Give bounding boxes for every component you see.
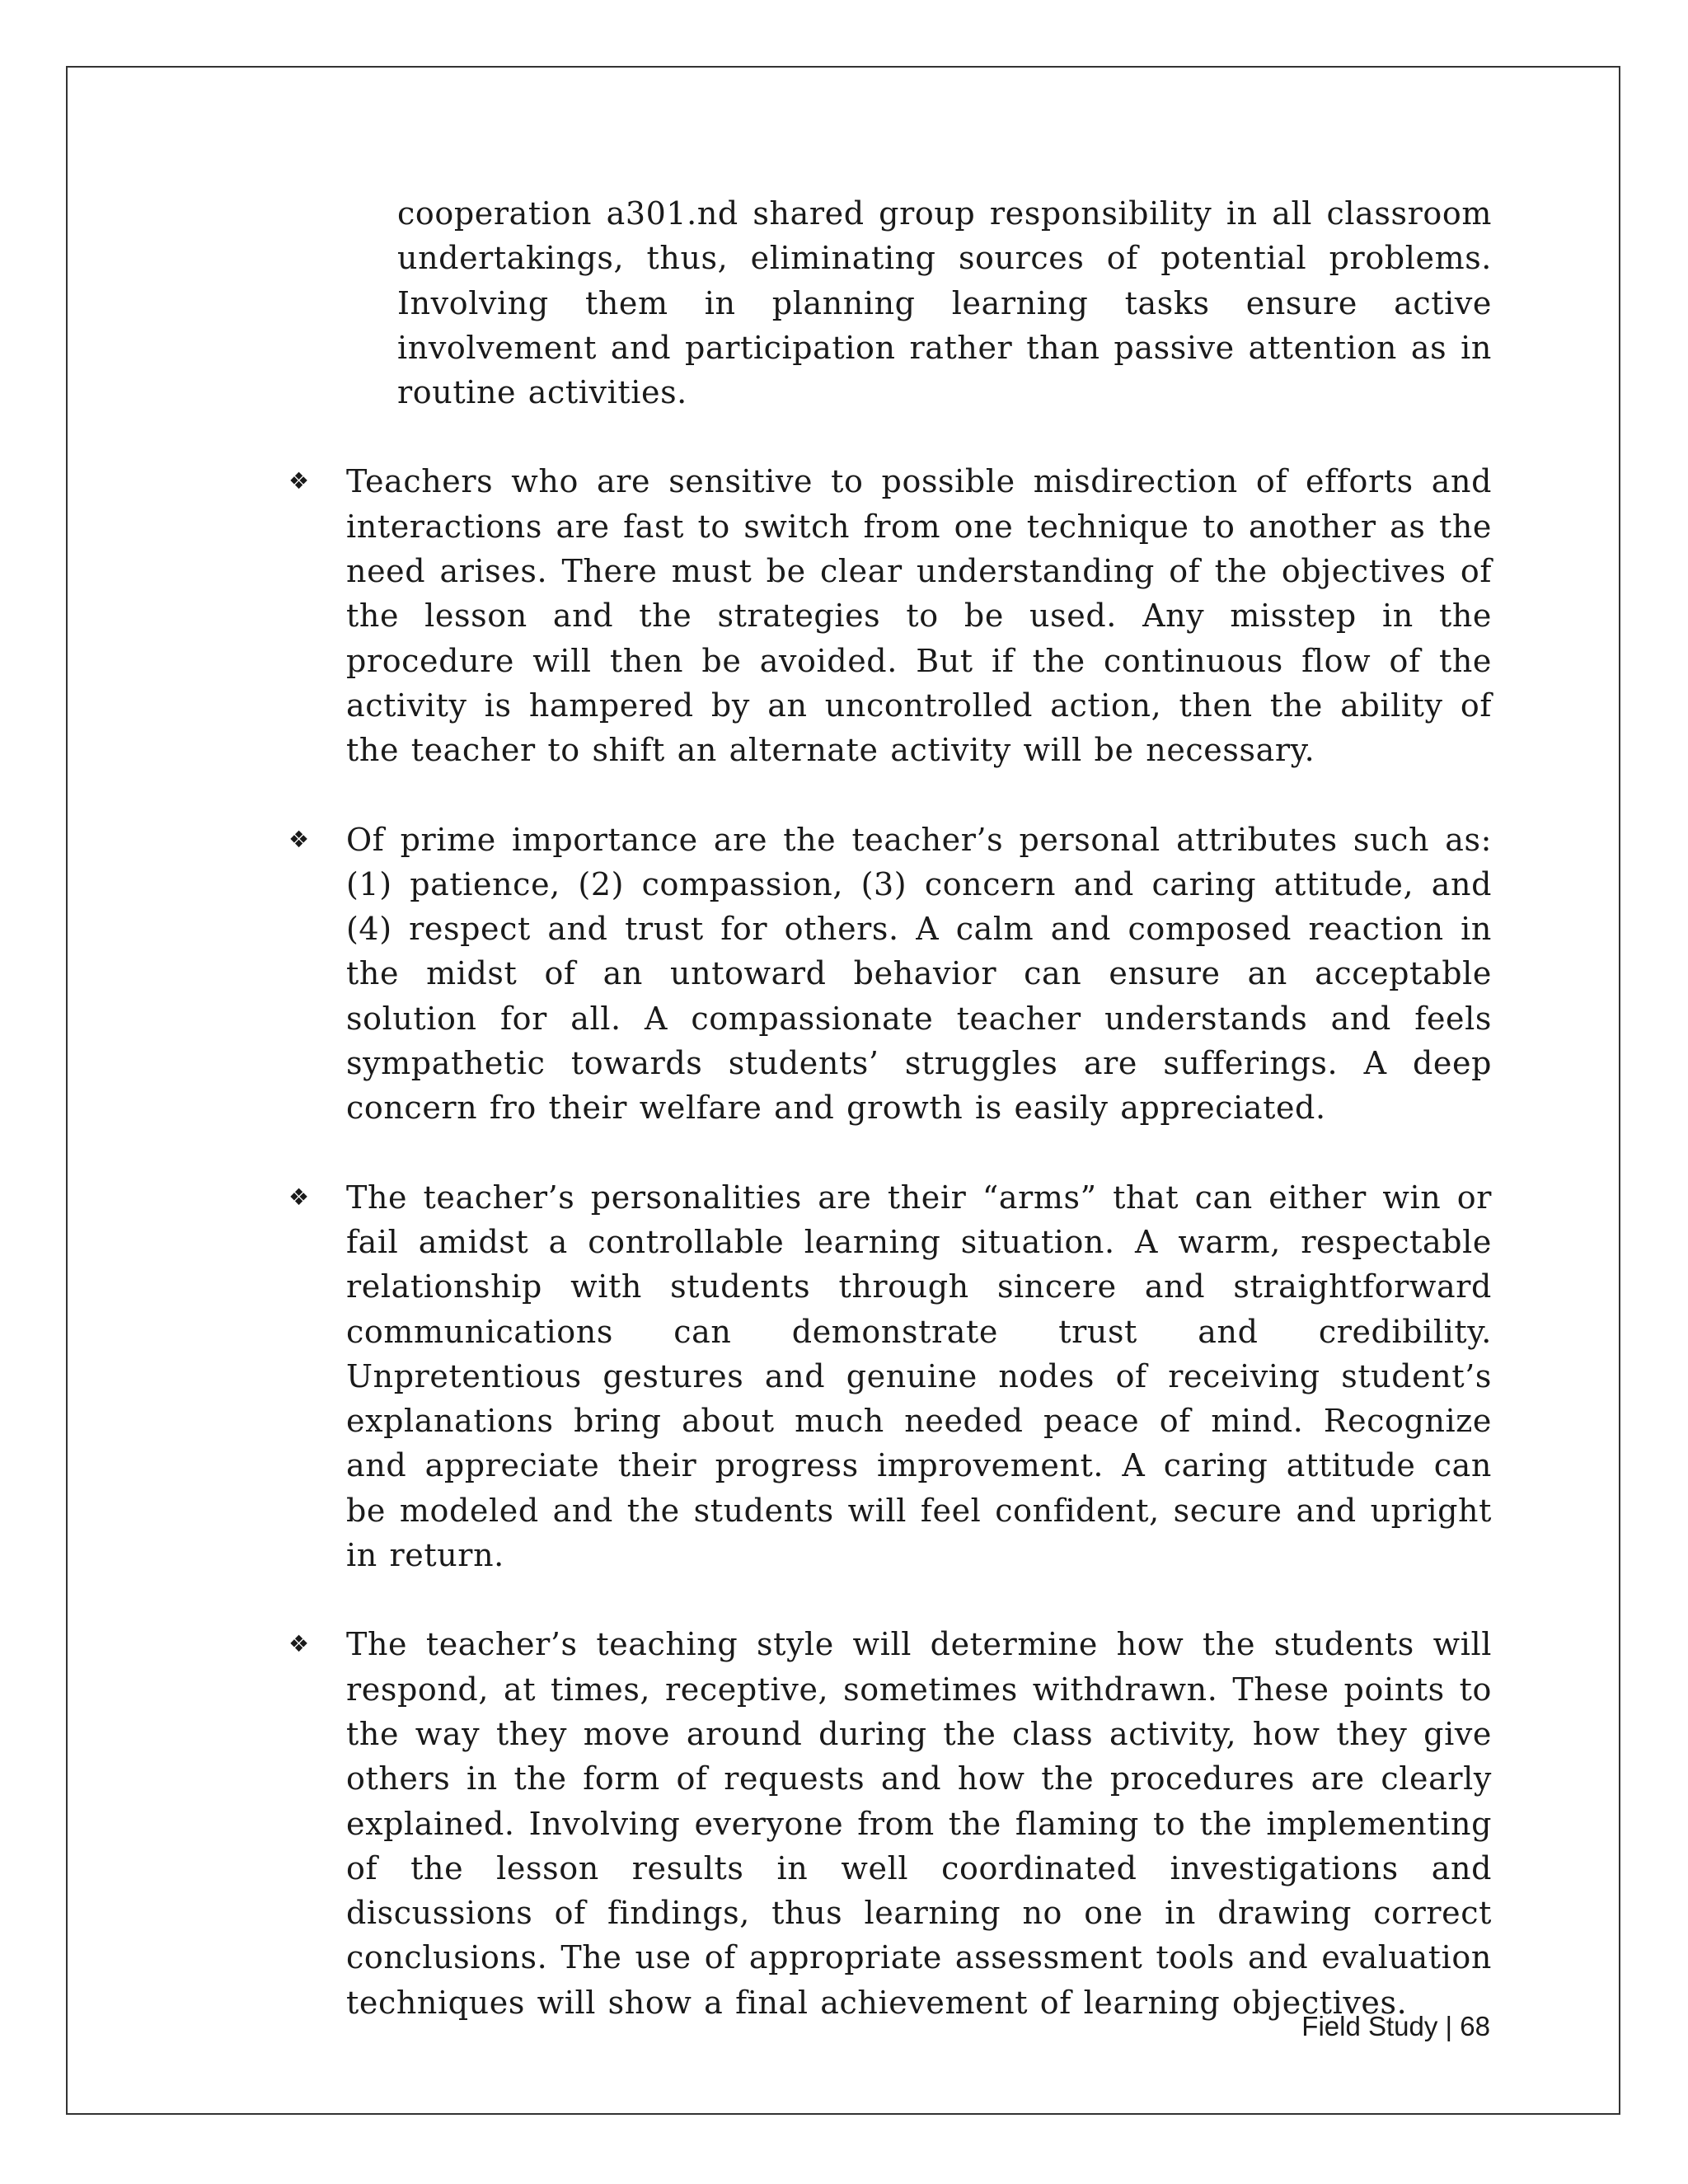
diamond-bullet-icon: ❖ (288, 1630, 310, 1658)
bullet-text: Teachers who are sensitive to possible misdirection of efforts and interactions are fast to switch from one technique to another as the need arises. There must be clear understanding of the objectives of the lesson and the strategies to be used. Any misstep in the procedure will then be avoided. But if the continuous flow of the activity is hampered by an uncontrolled action, then the ability of the teacher to shift an alternate activity will be necessary. (346, 463, 1492, 769)
bullet-item (288, 1622, 1492, 2025)
diamond-bullet-icon: ❖ (288, 825, 310, 853)
bullet-text: The teacher’s personalities are their “arms” that can either win or fail amidst a controllable learning situation. A warm, respectable relationship with students through sincere and straightforward communications can demonstrate trust and credibility. Unpretentious gestures and genuine nodes of receiving student’s explanations bring about much needed peace of mind. Recognize and appreciate their progress improvement. A caring attitude can be modeled and the students will feel confident, secure and upright in return. (346, 1179, 1492, 1574)
bullet-text: Of prime importance are the teacher’s personal attributes such as: (1) patience, (2) compassion, (3) concern and caring attitude, and (4) respect and trust for others. A calm and composed reaction in the midst of an untoward behavior can ensure an acceptable solution for all. A compassionate teacher understands and feels sympathetic towards students’ struggles are sufferings. A deep concern fro their welfare and growth is easily appreciated. (346, 821, 1492, 1127)
bullet-item (288, 459, 1492, 772)
continuation-paragraph: cooperation a301.nd shared group responsibility in all classroom undertakings, thus, eliminating sources of potential problems. Involving them in planning learning tasks ensure active involvement and participation rather than passive attention as in routine activities. (397, 195, 1492, 411)
diamond-bullet-icon: ❖ (288, 467, 310, 495)
diamond-bullet-icon: ❖ (288, 1183, 310, 1211)
bullet-item (288, 1175, 1492, 1578)
page-content (288, 191, 1492, 2025)
bullet-text: The teacher’s teaching style will determine how the students will respond, at times, receptive, sometimes withdrawn. These points to the way they move around during the class activity, how they give others in the form of requests and how the procedures are clearly explained. Involving everyone from the flaming to the implementing of the lesson results in well coordinated investigations and discussions of findings, thus learning no one in drawing correct conclusions. The use of appropriate assessment tools and evaluation techniques will show a final achievement of learning objectives. (346, 1626, 1492, 2021)
page-footer: Field Study | 68 (1301, 2011, 1490, 2041)
bullet-item (288, 818, 1492, 1131)
